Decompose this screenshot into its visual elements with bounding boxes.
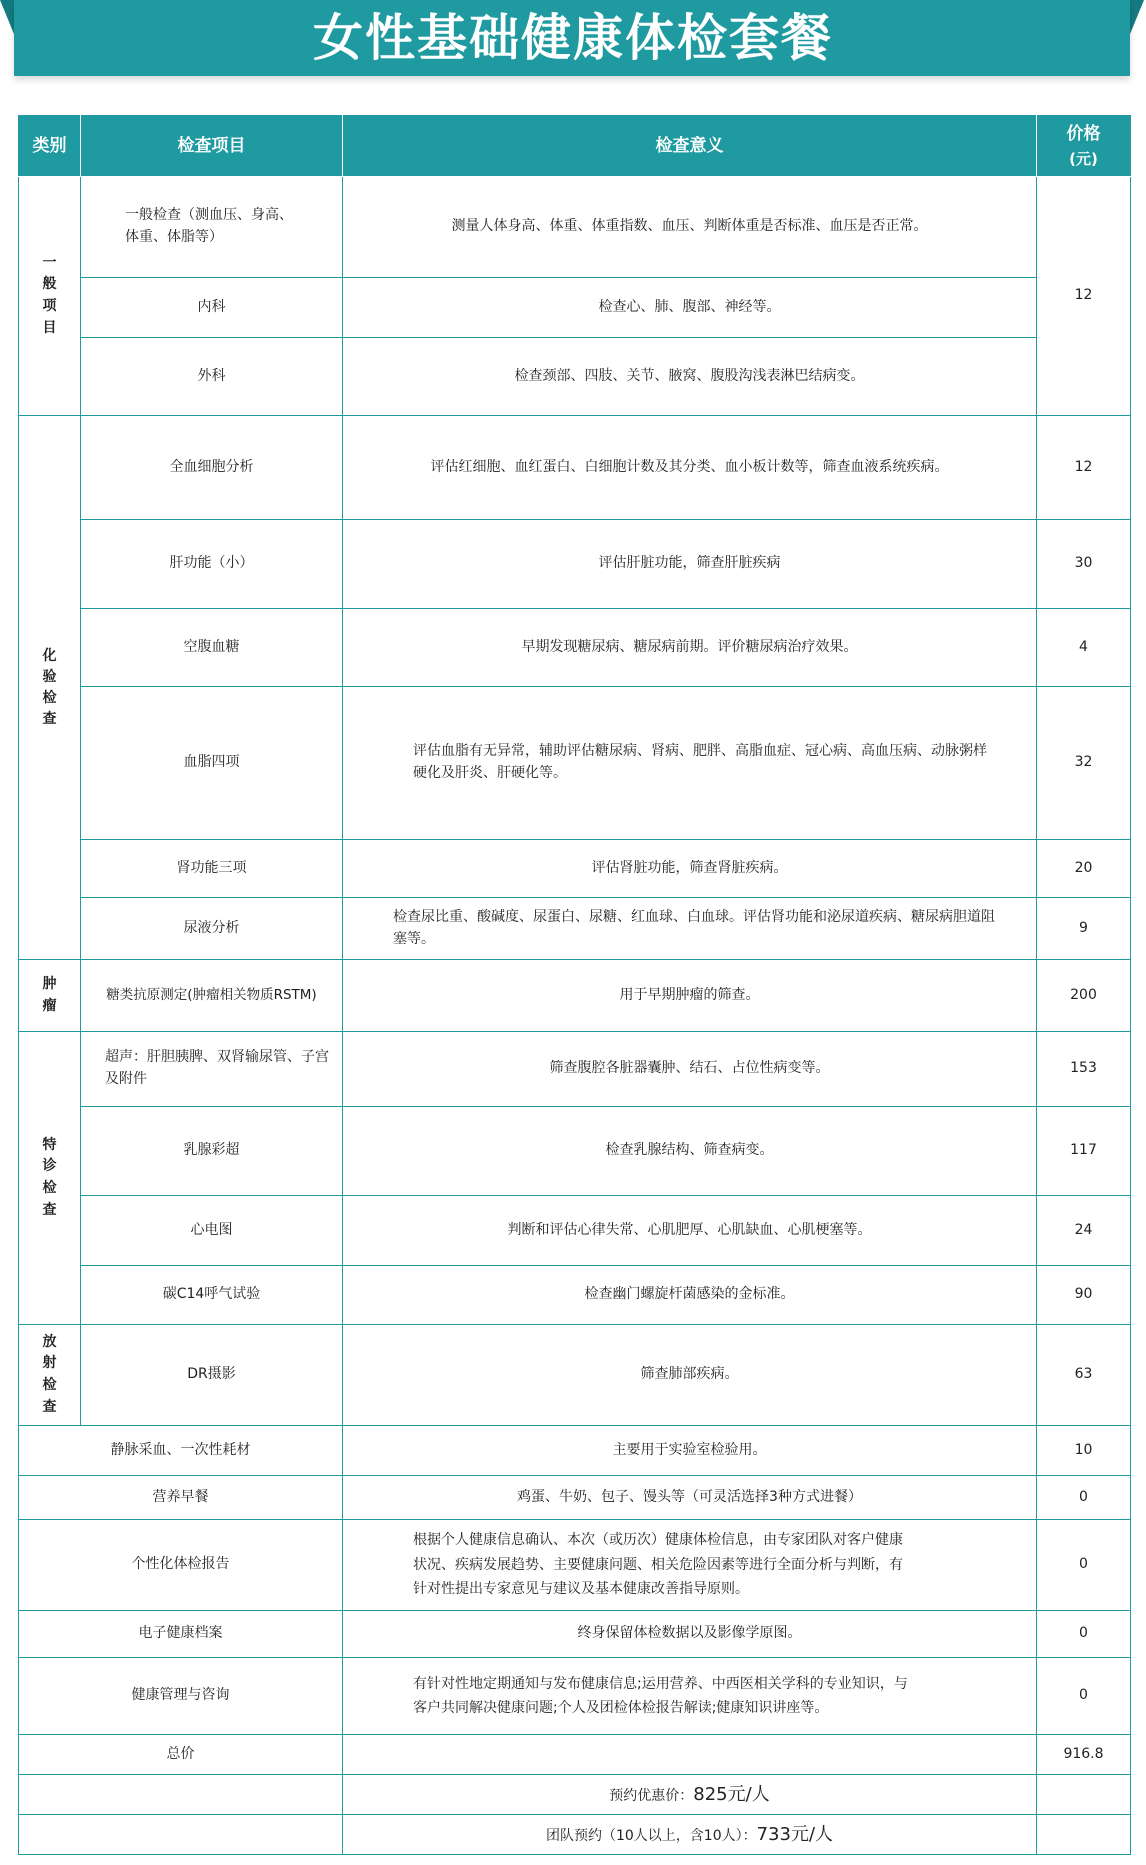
meaning-cell: 检查心、肺、腹部、神经等。 [343,278,1037,338]
meaning-cell: 评估肾脏功能，筛查肾脏疾病。 [343,840,1037,898]
item-cell: 电子健康档案 [19,1611,343,1658]
price-cell: 0 [1037,1520,1131,1611]
table-row [19,1476,1131,1520]
price-cell: 0 [1037,1611,1131,1658]
table-row [19,898,1131,960]
meaning-cell: 早期发现糖尿病、糖尿病前期。评价糖尿病治疗效果。 [343,609,1037,687]
price-cell: 117 [1037,1107,1131,1196]
meaning-cell: 主要用于实验室检验用。 [343,1426,1037,1476]
category-char: 一 [42,254,57,271]
booking-offer-price: 825元/人 [693,1783,770,1805]
meaning-cell: 根据个人健康信息确认、本次（或历次）健康体检信息，由专家团队对客户健康状况、疾病发展趋势、主要健康问题、相关危险因素等进行全面分析与判断，有针对性提出专家意见与建议及基本健康改善指导原则。 [343,1520,1037,1611]
total-empty-cell [343,1735,1037,1775]
category-char: 查 [42,1398,57,1415]
header-category: 类别 [19,116,81,177]
header-item: 检查项目 [81,116,343,177]
table-row [19,1325,1131,1426]
table-row [19,1658,1131,1735]
price-cell: 4 [1037,609,1131,687]
table-row [19,1032,1131,1107]
booking-offer [343,1775,1037,1815]
meaning-cell: 检查尿比重、酸碱度、尿蛋白、尿糖、红血球、白血球。评估肾功能和泌尿道疾病、糖尿病胆道阻塞等。 [343,898,1037,960]
price-cell: 200 [1037,960,1131,1032]
price-cell: 32 [1037,687,1131,840]
item-cell: DR摄影 [81,1325,343,1426]
table-row [19,840,1131,898]
title-banner [0,0,1146,78]
item-cell: 尿液分析 [81,898,343,960]
price-cell: 24 [1037,1196,1131,1266]
item-cell: 心电图 [81,1196,343,1266]
item-cell: 空腹血糖 [81,609,343,687]
meaning-cell: 评估红细胞、血红蛋白、白细胞计数及其分类、血小板计数等，筛查血液系统疾病。 [343,416,1037,520]
category-char: 诊 [42,1158,57,1175]
price-cell: 90 [1037,1266,1131,1325]
item-cell: 健康管理与咨询 [19,1658,343,1735]
table-row [19,1611,1131,1658]
meaning-cell: 评估血脂有无异常，辅助评估糖尿病、肾病、肥胖、高脂血症、冠心病、高血压病、动脉粥样硬化及肝炎、肝硬化等。 [343,687,1037,840]
table-row [19,1196,1131,1266]
team-offer-price: 733元/人 [756,1823,834,1845]
total-price: 916.8 [1037,1735,1131,1775]
category-char: 查 [42,710,57,727]
price-cell: 9 [1037,898,1131,960]
checkup-table [18,115,1131,1855]
item-cell: 个性化体检报告 [19,1520,343,1611]
category-char: 放 [42,1333,57,1350]
category-general [19,177,81,416]
team-offer-label: 团队预约（10人以上，含10人）： [545,1827,757,1844]
offer-price-empty-cell [1037,1815,1131,1855]
category-char: 射 [42,1355,57,1372]
item-cell: 肝功能（小） [81,520,343,609]
meaning-cell: 筛查腹腔各脏器囊肿、结石、占位性病变等。 [343,1032,1037,1107]
table-row [19,520,1131,609]
category-char: 般 [42,276,57,293]
header-price-line2: (元) [1069,149,1098,168]
table-row [19,338,1131,416]
item-cell: 内科 [81,278,343,338]
header-price [1037,116,1131,177]
table-row [19,1520,1131,1611]
item-cell: 碳C14呼气试验 [81,1266,343,1325]
total-label: 总价 [19,1735,343,1775]
item-cell: 营养早餐 [19,1476,343,1520]
item-cell: 血脂四项 [81,687,343,840]
page-title: 女性基础健康体检套餐 [313,9,833,67]
price-cell: 10 [1037,1426,1131,1476]
meaning-cell: 筛查肺部疾病。 [343,1325,1037,1426]
meaning-cell: 测量人体身高、体重、体重指数、血压、判断体重是否标准、血压是否正常。 [343,177,1037,278]
meaning-cell: 用于早期肿瘤的筛查。 [343,960,1037,1032]
meaning-cell: 检查颈部、四肢、关节、腋窝、腹股沟浅表淋巴结病变。 [343,338,1037,416]
item-cell: 外科 [81,338,343,416]
header-price-line1: 价格 [1066,124,1101,145]
offer-empty-cell [19,1775,343,1815]
category-char: 目 [42,319,57,336]
offer-price-empty-cell [1037,1775,1131,1815]
category-char: 检 [42,1377,57,1393]
offer-row [19,1775,1131,1815]
price-cell: 0 [1037,1476,1131,1520]
category-char: 验 [42,668,57,685]
team-offer [343,1815,1037,1855]
meaning-cell: 终身保留体检数据以及影像学原图。 [343,1611,1037,1658]
table-row [19,278,1131,338]
table-row [19,687,1131,840]
category-char: 化 [42,647,57,664]
total-row [19,1735,1131,1775]
price-cell: 20 [1037,840,1131,898]
category-lab [19,416,81,960]
category-char: 检 [42,1180,57,1196]
meaning-cell: 检查幽门螺旋杆菌感染的金标准。 [343,1266,1037,1325]
price-cell: 153 [1037,1032,1131,1107]
table-row [19,1426,1131,1476]
item-cell: 一般检查（测血压、身高、体重、体脂等） [81,177,343,278]
meaning-cell: 判断和评估心律失常、心肌肥厚、心肌缺血、心肌梗塞等。 [343,1196,1037,1266]
category-radiology [19,1325,81,1426]
meaning-cell: 有针对性地定期通知与发布健康信息;运用营养、中西医相关学科的专业知识，与客户共同解决健康问题;个人及团检体检报告解读;健康知识讲座等。 [343,1658,1037,1735]
price-cell: 12 [1037,416,1131,520]
table-row [19,960,1131,1032]
category-char: 肿 [42,975,57,992]
price-cell: 30 [1037,520,1131,609]
category-special [19,1032,81,1325]
table-row [19,1107,1131,1196]
item-cell: 乳腺彩超 [81,1107,343,1196]
table-header-row [19,116,1131,177]
header-meaning: 检查意义 [343,116,1037,177]
category-char: 查 [42,1201,57,1218]
item-cell: 糖类抗原测定(肿瘤相关物质RSTM) [81,960,343,1032]
meaning-cell: 评估肝脏功能，筛查肝脏疾病 [343,520,1037,609]
table-row [19,416,1131,520]
booking-offer-label: 预约优惠价： [609,1787,694,1804]
category-tumor [19,960,81,1032]
item-cell: 静脉采血、一次性耗材 [19,1426,343,1476]
table-row [19,609,1131,687]
offer-empty-cell [19,1815,343,1855]
category-char: 特 [42,1136,57,1153]
table-row [19,177,1131,278]
meaning-cell: 检查乳腺结构、筛查病变。 [343,1107,1037,1196]
price-cell: 0 [1037,1658,1131,1735]
item-cell: 超声：肝胆胰脾、双肾输尿管、子宫及附件 [81,1032,343,1107]
item-cell: 肾功能三项 [81,840,343,898]
price-cell: 12 [1037,177,1131,416]
category-char: 项 [42,298,57,314]
item-cell: 全血细胞分析 [81,416,343,520]
price-cell: 63 [1037,1325,1131,1426]
category-char: 检 [42,689,57,706]
category-char: 瘤 [42,997,57,1014]
table-row [19,1266,1131,1325]
meaning-cell: 鸡蛋、牛奶、包子、馒头等（可灵活选择3种方式进餐） [343,1476,1037,1520]
offer-row [19,1815,1131,1855]
